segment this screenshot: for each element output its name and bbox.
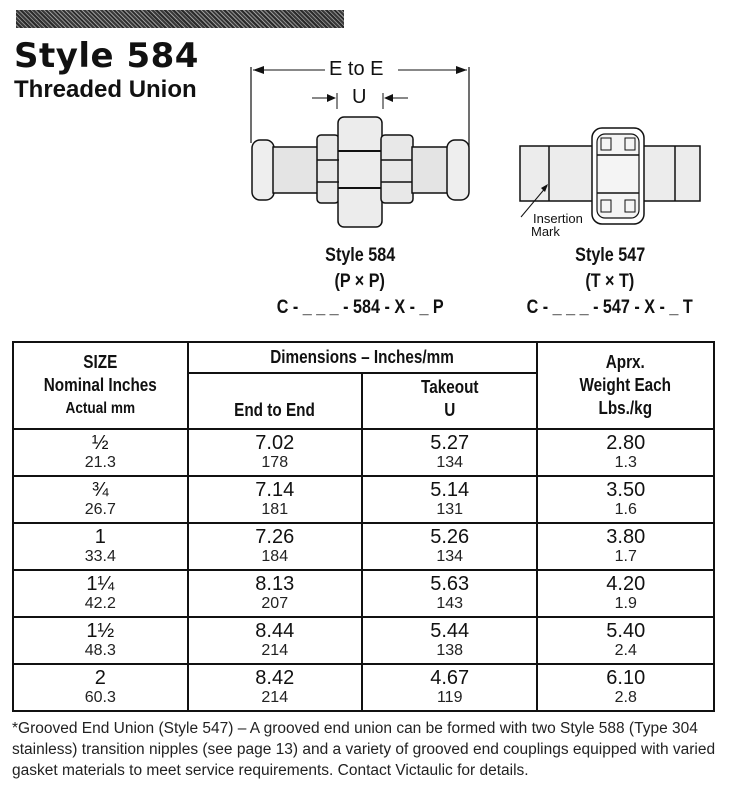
e2e-mm: 214: [261, 688, 289, 706]
dimension-u-label: U: [352, 86, 367, 108]
nominal-size: ¾: [91, 478, 109, 501]
nominal-size: 1¼: [86, 572, 115, 595]
table-row: [13, 664, 714, 711]
style-584-caption: [250, 243, 470, 321]
actual-mm: 33.4: [84, 547, 116, 565]
takeout-mm: 134: [436, 547, 464, 565]
style-584-ends: (P × P): [334, 271, 386, 292]
takeout-inches: 5.44: [430, 619, 470, 642]
table-row: [13, 429, 714, 476]
actual-mm: 60.3: [84, 688, 116, 706]
size-cell: [13, 429, 188, 476]
weight-cell: [537, 570, 714, 617]
weight-cell: [537, 664, 714, 711]
insertion-mark-label: [533, 212, 583, 238]
weight-header-line3: Lbs./kg: [598, 398, 653, 418]
takeout-header-line2: U: [444, 400, 456, 420]
size-cell: [13, 523, 188, 570]
style-547-diagram: [515, 120, 715, 240]
weight-lbs: 2.80: [606, 431, 646, 454]
e2e-mm: 184: [261, 547, 289, 565]
size-cell: [13, 664, 188, 711]
size-header-line3: Actual mm: [65, 400, 136, 417]
weight-lbs: 6.10: [606, 666, 646, 689]
page-title: Style 584: [14, 36, 199, 76]
style-584-diagram: [240, 55, 480, 235]
size-header: [13, 342, 188, 429]
takeout-inches: 4.67: [430, 666, 470, 689]
e2e-mm: 178: [261, 453, 289, 471]
threaded-union-illustration: [240, 55, 480, 235]
end-to-end-cell: [188, 476, 362, 523]
actual-mm: 48.3: [84, 641, 116, 659]
weight-kg: 2.4: [614, 641, 637, 659]
weight-header-line1: Aprx.: [606, 352, 646, 372]
e2e-inches: 8.42: [255, 666, 295, 689]
takeout-inches: 5.27: [430, 431, 470, 454]
dimensions-header-label: Dimensions – Inches/mm: [270, 347, 455, 367]
weight-header: [537, 342, 714, 429]
takeout-mm: 134: [436, 453, 464, 471]
e2e-inches: 7.02: [255, 431, 295, 454]
weight-kg: 1.6: [614, 500, 637, 518]
takeout-mm: 138: [436, 641, 464, 659]
nominal-size: 1: [94, 525, 106, 548]
takeout-mm: 143: [436, 594, 464, 612]
insertion-label-line2: Mark: [531, 224, 560, 239]
insertion-label-line1: Insertion: [533, 211, 583, 226]
weight-cell: [537, 523, 714, 570]
takeout-header: [362, 373, 538, 429]
end-to-end-cell: [188, 570, 362, 617]
weight-kg: 1.9: [614, 594, 637, 612]
nominal-size: 1½: [86, 619, 115, 642]
takeout-header-line1: Takeout: [420, 377, 479, 397]
e2e-inches: 8.44: [255, 619, 295, 642]
nominal-size: 2: [94, 666, 106, 689]
e2e-inches: 7.26: [255, 525, 295, 548]
e2e-inches: 8.13: [255, 572, 295, 595]
takeout-cell: [362, 523, 538, 570]
style-584-name: Style 584: [324, 245, 396, 266]
takeout-cell: [362, 429, 538, 476]
takeout-cell: [362, 617, 538, 664]
weight-cell: [537, 617, 714, 664]
end-to-end-cell: [188, 617, 362, 664]
style-547-name: Style 547: [574, 245, 646, 266]
end-to-end-cell: [188, 523, 362, 570]
table-row: [13, 617, 714, 664]
takeout-cell: [362, 664, 538, 711]
weight-cell: [537, 429, 714, 476]
style-547-order-code: C - _ _ _ - 547 - X - _ T: [526, 297, 694, 318]
weight-header-line2: Weight Each: [579, 375, 672, 395]
style-547-ends: (T × T): [585, 271, 635, 292]
actual-mm: 26.7: [84, 500, 116, 518]
takeout-mm: 131: [436, 500, 464, 518]
dimensions-table: [12, 341, 715, 712]
size-cell: [13, 476, 188, 523]
header-pattern-bar: [16, 10, 344, 28]
takeout-inches: 5.14: [430, 478, 470, 501]
takeout-inches: 5.63: [430, 572, 470, 595]
end-to-end-cell: [188, 664, 362, 711]
weight-cell: [537, 476, 714, 523]
actual-mm: 42.2: [84, 594, 116, 612]
takeout-inches: 5.26: [430, 525, 470, 548]
size-cell: [13, 617, 188, 664]
page-subtitle: Threaded Union: [14, 76, 197, 103]
weight-kg: 1.7: [614, 547, 637, 565]
weight-kg: 1.3: [614, 453, 637, 471]
size-header-line2: Nominal Inches: [43, 375, 157, 395]
weight-lbs: 3.50: [606, 478, 646, 501]
table-row: [13, 523, 714, 570]
weight-lbs: 4.20: [606, 572, 646, 595]
end-to-end-header: [188, 373, 362, 429]
dimensions-header: [188, 342, 538, 373]
size-header-line1: SIZE: [83, 352, 118, 372]
footnote: *Grooved End Union (Style 547) – A grooved end union can be formed with two Style 588 (Type 304 stainless) transition nipples (see page 13) and a variety of grooved end couplings equipped with varied gasket materials to meet service requirements. Contact Victaulic for details.: [12, 720, 716, 779]
dimension-e-to-e-label: E to E: [329, 58, 384, 80]
end-to-end-cell: [188, 429, 362, 476]
table-row: [13, 570, 714, 617]
end-to-end-header-label: End to End: [234, 400, 316, 420]
nominal-size: ½: [91, 431, 109, 454]
e2e-mm: 214: [261, 641, 289, 659]
actual-mm: 21.3: [84, 453, 116, 471]
e2e-mm: 181: [261, 500, 289, 518]
style-584-order-code: C - _ _ _ - 584 - X - _ P: [276, 297, 444, 318]
takeout-cell: [362, 570, 538, 617]
takeout-cell: [362, 476, 538, 523]
size-cell: [13, 570, 188, 617]
takeout-mm: 119: [436, 688, 463, 706]
weight-lbs: 3.80: [606, 525, 646, 548]
e2e-inches: 7.14: [255, 478, 295, 501]
style-547-caption: [500, 243, 720, 321]
weight-lbs: 5.40: [606, 619, 646, 642]
weight-kg: 2.8: [614, 688, 637, 706]
e2e-mm: 207: [261, 594, 289, 612]
table-row: [13, 476, 714, 523]
